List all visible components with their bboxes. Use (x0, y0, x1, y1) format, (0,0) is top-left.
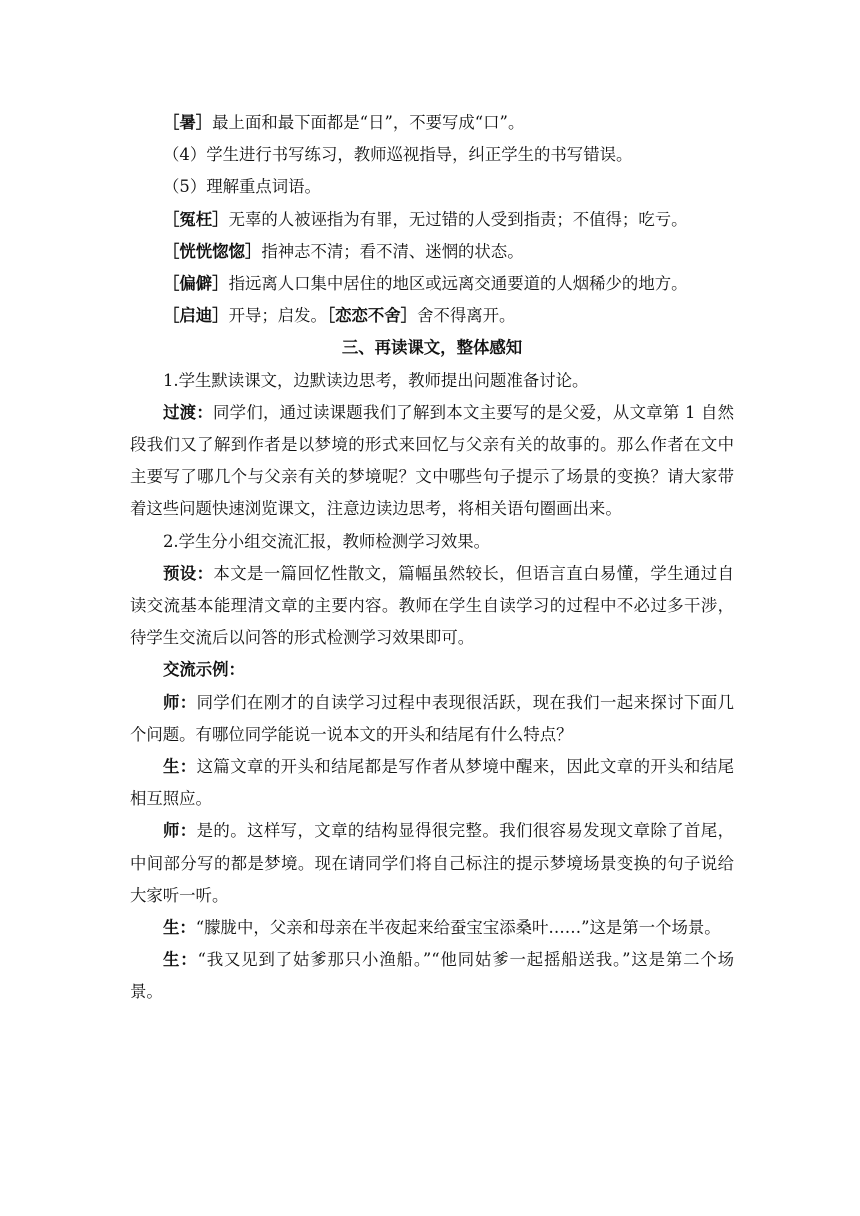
paragraph-lead: 过渡： (163, 402, 213, 422)
paragraph-text: 本文是一篇回忆性散文，篇幅虽然较长，但语言直白易懂，学生通过自读交流基本能理清文章的主要内容。教师在学生自读学习的过程中不必过多干涉，待学生交流后以问答的形式检测学习效果即可。 (130, 563, 735, 648)
term-label: ［暑］ (163, 113, 213, 132)
term-definition: 无辜的人被诬指为有罪，无过错的人受到指责；不值得；吃亏。 (228, 209, 688, 229)
term-label: ［偏僻］ (163, 274, 229, 294)
term-label: ［恍恍惚惚］ (163, 241, 262, 261)
term-label: ［冤枉］ (163, 209, 229, 229)
vocab-huanghuanghuhu (130, 236, 734, 268)
step-text: （5）理解重点词语。 (163, 177, 321, 197)
paragraph-lead: 交流示例： (163, 660, 245, 680)
dialogue-student-3 (130, 944, 734, 1008)
body-paragraph-preset (130, 558, 734, 655)
dialogue-text: “朦胧中，父亲和母亲在半夜起来给蚕宝宝添桑叶……”这是第一个场景。 (195, 918, 721, 938)
vocab-yuanwang (130, 204, 734, 236)
vocab-pianpi (130, 268, 734, 300)
speaker-label: 生： (163, 757, 197, 777)
body-paragraph-example-label (130, 654, 734, 686)
step-text: （4）学生进行书写练习，教师巡视指导，纠正学生的书写错误。 (163, 145, 633, 165)
dialogue-student-1 (130, 751, 734, 815)
body-paragraph-transition (130, 397, 734, 526)
paragraph-lead: 预设： (163, 563, 214, 583)
vocab-shu (130, 107, 734, 139)
term-definition: 最上面和最下面都是“日”，不要写成“口”。 (212, 113, 525, 132)
term-definition: 指远离人口集中居住的地区或远离交通要道的人烟稀少的地方。 (228, 274, 688, 294)
paragraph-text: 同学们，通过读课题我们了解到本文主要写的是父爱，从文章第 1 自然段我们又了解到作者是以梦境的形式来回忆与父亲有关的故事的。那么作者在文中主要写了哪几个与父亲有关的梦境呢？文中哪些句子提示了场景的变换？请大家带着这些问题快速浏览课文，注意边读边思考，将相关语句圈画出来。 (130, 402, 734, 519)
term-definition: 开导；启发。 (228, 306, 327, 326)
term-label: ［启迪］ (163, 306, 229, 326)
speaker-label: 师： (163, 692, 197, 712)
body-paragraph-2 (130, 526, 734, 558)
term-label: ［恋恋不舍］ (326, 306, 418, 326)
step-4 (130, 139, 734, 171)
speaker-label: 生： (163, 918, 196, 938)
term-definition: 舍不得离开。 (417, 306, 516, 326)
dialogue-teacher-1 (130, 687, 734, 751)
dialogue-student-2 (130, 912, 734, 944)
dialogue-teacher-2 (130, 815, 734, 912)
document-page (130, 107, 734, 1009)
dialogue-text: 这篇文章的开头和结尾都是写作者从梦境中醒来，因此文章的开头和结尾相互照应。 (130, 757, 735, 809)
section-heading: 三、再读课文，整体感知 (341, 338, 523, 358)
speaker-label: 师： (163, 821, 197, 841)
paragraph-text: 2.学生分小组交流汇报，教师检测学习效果。 (163, 531, 491, 551)
step-5 (130, 171, 734, 203)
term-definition: 指神志不清；看不清、迷惘的状态。 (261, 241, 524, 261)
dialogue-text: 同学们在刚才的自读学习过程中表现很活跃，现在我们一起来探讨下面几个问题。有哪位同学能说一说本文的开头和结尾有什么特点？ (130, 692, 735, 744)
speaker-label: 生： (163, 950, 198, 970)
body-paragraph-1 (130, 365, 734, 397)
dialogue-text: 是的。这样写，文章的结构显得很完整。我们很容易发现文章除了首尾，中间部分写的都是梦境。现在请同学们将自己标注的提示梦境场景变换的句子说给大家听一听。 (130, 821, 735, 905)
dialogue-text: “我又见到了姑爹那只小渔船。”“他同姑爹一起摇船送我。”这是第二个场景。 (130, 950, 734, 1002)
paragraph-text: 1.学生默读课文，边默读边思考，教师提出问题准备讨论。 (163, 370, 589, 390)
vocab-qidi-lianlian (130, 300, 734, 332)
